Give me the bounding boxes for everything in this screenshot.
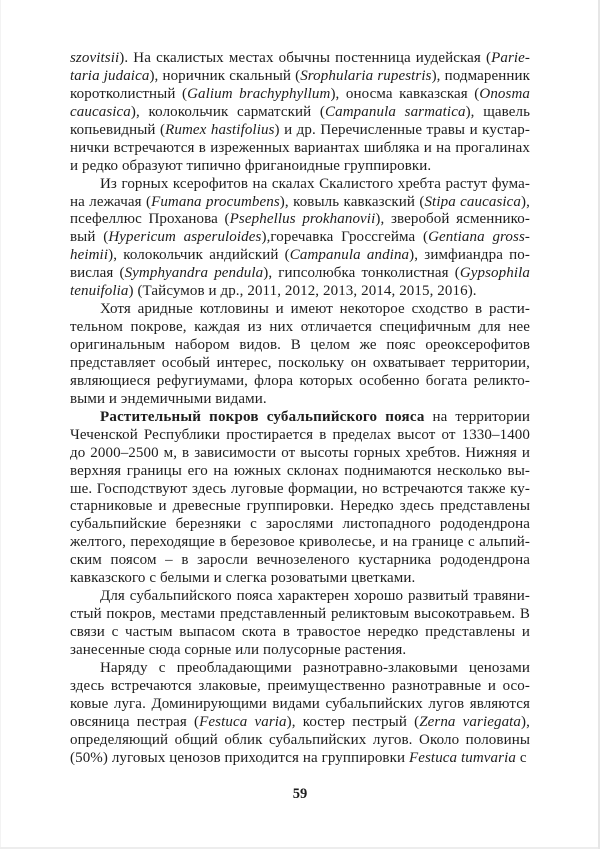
text-run: ), зимфиандра по- bbox=[409, 247, 530, 264]
text-run: Stipa caucasica bbox=[424, 193, 522, 210]
text-run: псефеллюс Проханова ( bbox=[70, 211, 230, 228]
text-run: нички встречаются в изреженных вариантах шибляка и на прогалинах bbox=[70, 139, 530, 156]
paragraph bbox=[70, 588, 530, 660]
paragraph bbox=[70, 409, 530, 588]
text-line bbox=[70, 570, 530, 588]
text-run: tenuifolia bbox=[70, 283, 129, 300]
text-run: ). На скалистых местах обычны постенница иудейская ( bbox=[119, 50, 492, 66]
text-run: верхняя границы его на южных склонах поднимаются несколько вы- bbox=[70, 462, 530, 479]
text-line bbox=[70, 283, 530, 301]
page-number: 59 bbox=[292, 786, 308, 802]
text-run: ), bbox=[521, 713, 530, 730]
text-run: ), ковыль кавказский ( bbox=[279, 193, 425, 210]
text-run: Zerna variegata bbox=[419, 713, 522, 730]
text-run: ), подмаренник bbox=[431, 67, 530, 84]
text-run: Festuca varia bbox=[199, 713, 287, 730]
text-line bbox=[70, 194, 530, 212]
text-run: ) (Тайсумов и др., 2011, 2012, 2013, 2014, 2015, 2016). bbox=[128, 283, 477, 300]
paragraph bbox=[70, 50, 530, 176]
text-line bbox=[70, 516, 530, 534]
text-run: Psephellus prokhanovii bbox=[229, 211, 376, 228]
text-block bbox=[70, 50, 530, 768]
text-run: связи с частым выпасом скота в травостое нередко представлены и bbox=[70, 624, 530, 640]
text-line bbox=[70, 534, 530, 552]
text-line bbox=[70, 481, 530, 499]
text-line bbox=[70, 176, 530, 194]
text-run: ), оносма кавказская ( bbox=[330, 85, 480, 102]
text-line bbox=[70, 624, 530, 642]
text-line bbox=[70, 409, 530, 427]
text-run: caucasica bbox=[70, 103, 131, 120]
text-run: Gentiana gross- bbox=[428, 229, 530, 246]
text-line bbox=[70, 427, 530, 445]
text-line bbox=[70, 265, 530, 283]
text-run: ), колокольчик сарматский ( bbox=[130, 103, 326, 120]
text-line bbox=[70, 50, 530, 68]
text-line bbox=[70, 158, 530, 176]
text-run: оригинальным набором видов. В целом же пояс ореоксерофитов bbox=[70, 337, 530, 353]
text-run: Galium brachyphyllum bbox=[187, 85, 331, 102]
text-run: коротколистный ( bbox=[70, 85, 188, 102]
text-run: ),горечавка Гроссгейма ( bbox=[261, 229, 429, 246]
text-run: ), щавель bbox=[465, 103, 530, 120]
text-line bbox=[70, 319, 530, 337]
text-run: Onosma bbox=[479, 85, 530, 102]
text-run: здесь встречаются злаковые, преимущественно разнотравные и осо- bbox=[70, 677, 530, 694]
text-run: Symphyandra pendula bbox=[124, 265, 264, 282]
text-line bbox=[70, 463, 530, 481]
text-run: стый покров, местами представленный реликтовым высокотравьем. В bbox=[70, 606, 530, 623]
text-run: занесенные сюда сорные или полусорные растения. bbox=[70, 641, 407, 658]
text-run: Gypsophila bbox=[459, 265, 530, 282]
text-line bbox=[70, 229, 530, 247]
text-run: Campanula andina bbox=[289, 247, 410, 264]
text-line bbox=[70, 211, 530, 229]
text-run: ским поясом – в заросли вечнозеленого кустарника рододендрона bbox=[70, 552, 530, 569]
text-run: Наряду с преобладающими разнотравно-злаковыми ценозами bbox=[100, 659, 530, 676]
text-run: Rumex hastifolius bbox=[165, 121, 275, 138]
text-line bbox=[70, 68, 530, 86]
text-line bbox=[70, 732, 530, 750]
text-line bbox=[70, 588, 530, 606]
text-run: на территории bbox=[424, 408, 530, 425]
text-run: овсяница пестрая ( bbox=[70, 713, 200, 730]
text-run: на лежачая ( bbox=[70, 193, 152, 210]
text-line bbox=[70, 660, 530, 678]
text-line bbox=[70, 355, 530, 373]
text-run: szovitsii bbox=[70, 50, 120, 66]
text-run: старниковые и древесные группировки. Нередко здесь представлены bbox=[70, 498, 530, 515]
text-run: субальпийские березняки с зарослями листопадного рододендрона bbox=[70, 516, 530, 533]
text-run: выми и эндемичными видами. bbox=[70, 390, 267, 407]
text-run: представляет особый интерес, поскольку он охватывает территории, bbox=[70, 354, 530, 371]
text-line bbox=[70, 696, 530, 714]
text-line bbox=[70, 498, 530, 516]
text-run: вый ( bbox=[70, 229, 109, 246]
text-line bbox=[70, 678, 530, 696]
text-run: до 2000–2500 м, в зависимости от высоты горных хребтов. Нижняя и bbox=[70, 444, 530, 461]
text-line bbox=[70, 445, 530, 463]
text-run: Parie- bbox=[491, 50, 530, 66]
text-run: ), колокольчик андийский ( bbox=[108, 247, 290, 264]
text-run: heimii bbox=[70, 247, 109, 264]
text-run: ковые луга. Доминирующими видами субальпийских лугов являются bbox=[70, 695, 530, 712]
text-line bbox=[70, 104, 530, 122]
text-run: (50%) луговых ценозов приходится на группировки bbox=[70, 749, 409, 766]
text-run: Растительный покров субальпийского пояса bbox=[100, 408, 425, 425]
text-run: ше. Господствуют здесь луговые формации, но встречаются также ку- bbox=[70, 480, 530, 497]
text-run: Campanula sarmatica bbox=[325, 103, 466, 120]
text-run: желтого, переходящие в березовое криволесье, и на границе с альпий- bbox=[70, 534, 530, 551]
text-line bbox=[70, 301, 530, 319]
text-line bbox=[70, 642, 530, 660]
text-run: Для субальпийского пояса характерен хорошо развитый травяни- bbox=[100, 588, 530, 605]
text-line bbox=[70, 714, 530, 732]
text-line bbox=[70, 391, 530, 409]
text-run: Из горных ксерофитов на скалах Скалистого хребта растут фума- bbox=[100, 175, 530, 192]
text-run: Hypericum asperuloides bbox=[108, 229, 262, 246]
paragraph bbox=[70, 176, 530, 302]
text-run: Fumana procumbens bbox=[151, 193, 280, 210]
text-run: копьевидный ( bbox=[70, 121, 166, 138]
text-line bbox=[70, 86, 530, 104]
text-line bbox=[70, 606, 530, 624]
text-run: ), костер пестрый ( bbox=[286, 713, 420, 730]
text-line bbox=[70, 552, 530, 570]
text-run: taria judaica bbox=[70, 67, 150, 84]
text-run: ), bbox=[521, 193, 530, 210]
paragraph bbox=[70, 301, 530, 409]
text-run: определяющий общий облик субальпийских лугов. Около половины bbox=[70, 731, 530, 748]
text-run: ) и др. Перечисленные травы и кустар- bbox=[274, 121, 530, 138]
text-run: и редко образуют типично фриганоидные группировки. bbox=[70, 157, 432, 174]
text-run: Хотя аридные котловины и имеют некоторое сходство в расти- bbox=[100, 301, 530, 318]
text-line bbox=[70, 247, 530, 265]
text-run: ), гипсолюбка тонколистная ( bbox=[263, 265, 460, 282]
text-line bbox=[70, 337, 530, 355]
text-run: тельном покрове, каждая из них отличается специфичным для нее bbox=[70, 319, 530, 336]
text-line bbox=[70, 140, 530, 158]
text-run: Srophularia rupestris bbox=[300, 67, 432, 84]
text-run: вислая ( bbox=[70, 265, 125, 282]
text-line bbox=[70, 750, 530, 768]
text-line bbox=[70, 122, 530, 140]
text-run: с bbox=[515, 749, 527, 766]
text-run: Чеченской Республики простирается в пределах высот от 1330–1400 bbox=[70, 426, 530, 443]
text-line bbox=[70, 373, 530, 391]
text-run: являющиеся рефугиумами, флора которых особенно богата реликто- bbox=[70, 372, 530, 389]
text-run: ), зверобой ясменнико- bbox=[375, 211, 530, 228]
paragraph bbox=[70, 660, 530, 768]
text-run: кавказского с белыми и слегка розоватыми цветками. bbox=[70, 570, 416, 587]
text-run: Festuca tumvaria bbox=[408, 749, 516, 766]
text-run: ), норичник скальный ( bbox=[149, 67, 301, 84]
